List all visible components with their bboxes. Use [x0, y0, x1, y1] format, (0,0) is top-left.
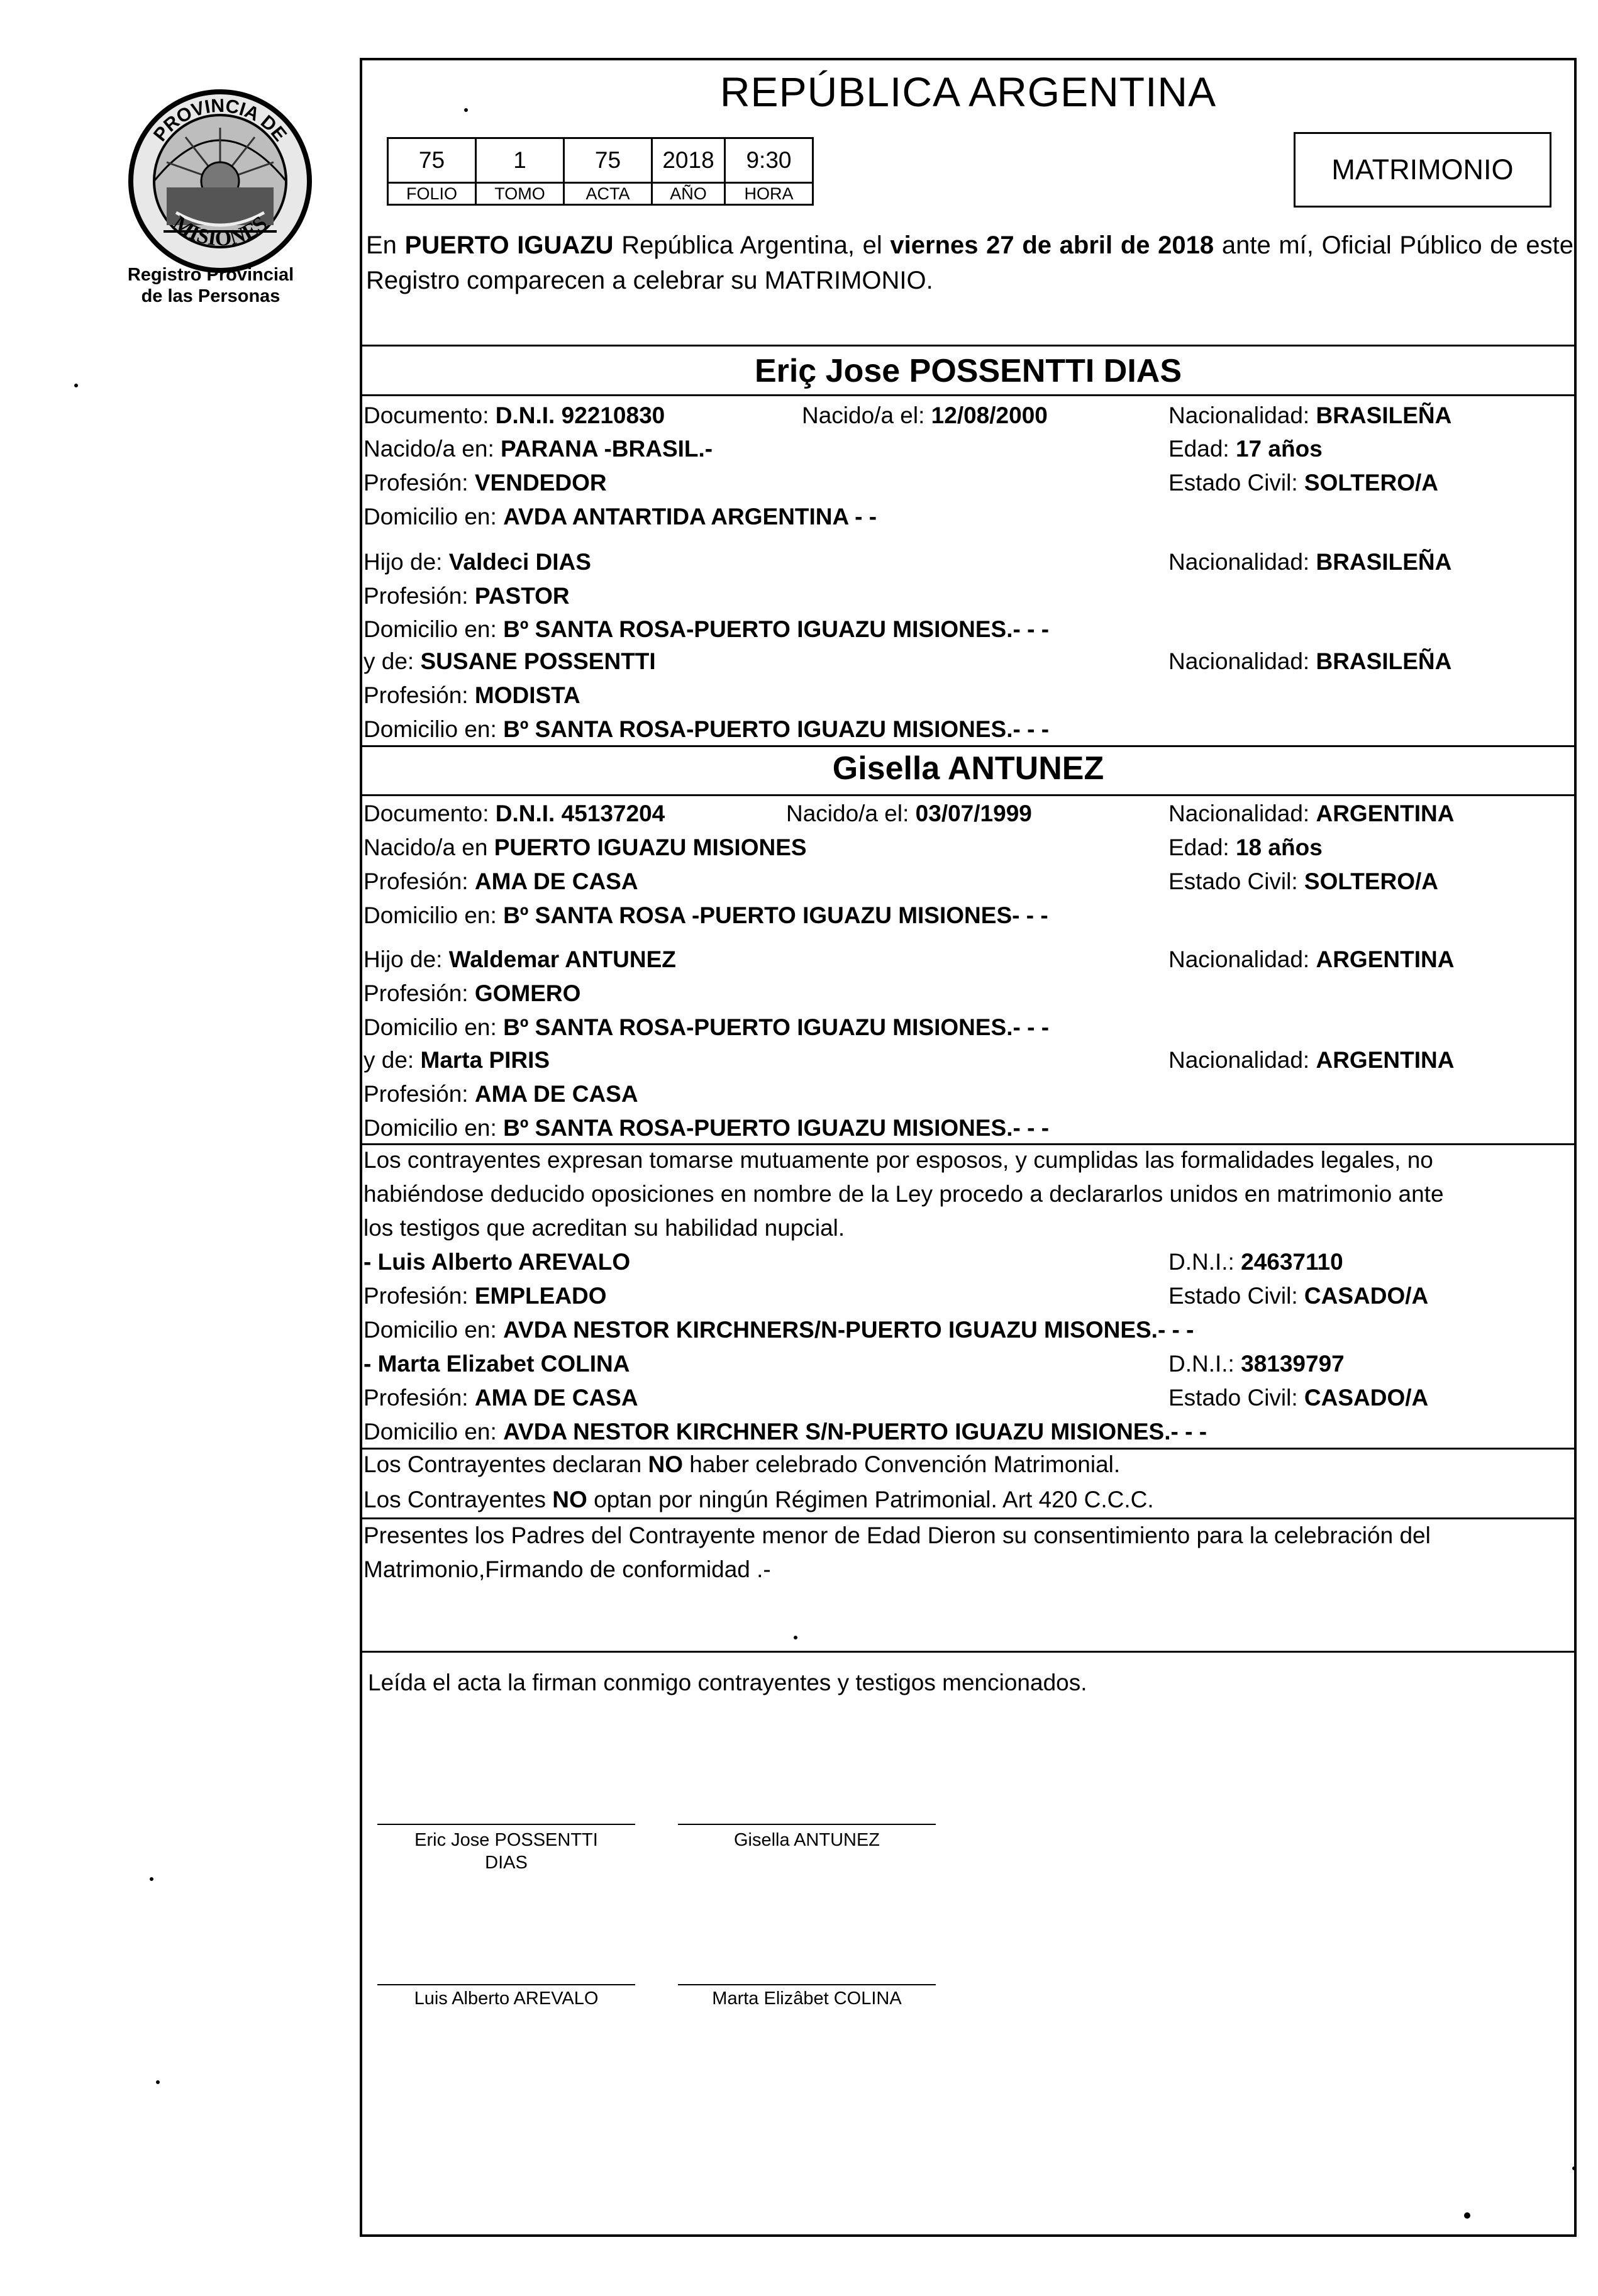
- witness1-profession: Profesión: EMPLEADO: [363, 1283, 607, 1309]
- hour-label: HORA: [725, 183, 813, 205]
- divider: [360, 1517, 1577, 1519]
- witness1-name: - Luis Alberto AREVALO: [363, 1249, 631, 1275]
- signature-bride: Gisella ANTUNEZ: [733, 1830, 880, 1850]
- witness2-dni: D.N.I.: 38139797: [1168, 1351, 1345, 1377]
- acta-label: ACTA: [564, 183, 652, 205]
- misiones-seal-logo: [126, 87, 314, 275]
- year-value: 2018: [652, 138, 725, 183]
- witness1-civil-status: Estado Civil: CASADO/A: [1168, 1283, 1429, 1309]
- groom-mother-address: Domicilio en: Bº SANTA ROSA-PUERTO IGUAZU MISIONES.- - -: [363, 716, 1050, 742]
- tomo-label: TOMO: [476, 183, 564, 205]
- groom-document: Documento: D.N.I. 92210830: [363, 402, 665, 428]
- signature-witness1: Luis Alberto AREVALO: [414, 1988, 599, 2009]
- groom-nationality: Nacionalidad: BRASILEÑA: [1168, 402, 1452, 428]
- scan-speck: [156, 2080, 160, 2084]
- bride-document: Documento: D.N.I. 45137204: [363, 801, 665, 826]
- groom-address: Domicilio en: AVDA ANTARTIDA ARGENTINA - -: [363, 504, 877, 530]
- intro-date: viernes 27 de abril de 2018: [890, 231, 1214, 259]
- bride-father: Hijo de: Waldemar ANTUNEZ: [363, 946, 676, 972]
- groom-birthplace: Nacido/a en: PARANA -BRASIL.-: [363, 436, 713, 462]
- bride-age: Edad: 18 años: [1168, 835, 1323, 860]
- bride-birthplace: Nacido/a en PUERTO IGUAZU MISIONES: [363, 835, 807, 860]
- bride-address: Domicilio en: Bº SANTA ROSA -PUERTO IGUAZU MISIONES- - -: [363, 902, 1048, 928]
- groom-mother-profession: Profesión: MODISTA: [363, 682, 580, 708]
- scan-speck: [150, 1877, 153, 1881]
- divider: [360, 794, 1577, 796]
- scan-speck: [1572, 2166, 1576, 2170]
- consent-line-1: Presentes los Padres del Contrayente menor de Edad Dieron su consentimiento para la celebración del: [363, 1522, 1431, 1548]
- groom-civil-status: Estado Civil: SOLTERO/A: [1168, 470, 1439, 496]
- groom-name: Eriç Jose POSSENTTI DIAS: [754, 353, 1182, 389]
- closing-statement: Leída el acta la firman conmigo contrayentes y testigos mencionados.: [368, 1670, 1087, 1695]
- convention-line-2: Los Contrayentes NO optan por ningún Régimen Patrimonial. Art 420 C.C.C.: [363, 1487, 1154, 1512]
- bride-mother-nationality: Nacionalidad: ARGENTINA: [1168, 1047, 1455, 1073]
- intro-text-1: En: [366, 231, 405, 259]
- witness2-profession: Profesión: AMA DE CASA: [363, 1385, 638, 1411]
- witness2-name: - Marta Elizabet COLINA: [363, 1351, 630, 1377]
- folio-value: 75: [388, 138, 476, 183]
- intro-text-3: ante mí, Oficial Público de este Registro comparecen a celebrar su MATRIMONIO.: [366, 231, 1574, 294]
- bride-profession: Profesión: AMA DE CASA: [363, 868, 638, 894]
- bride-father-nationality: Nacionalidad: ARGENTINA: [1168, 946, 1455, 972]
- groom-birthdate: Nacido/a el: 12/08/2000: [802, 402, 1048, 428]
- acta-value: 75: [564, 138, 652, 183]
- declaration-line-3: los testigos que acreditan su habilidad nupcial.: [363, 1215, 845, 1241]
- bride-mother-address: Domicilio en: Bº SANTA ROSA-PUERTO IGUAZU MISIONES.- - -: [363, 1115, 1050, 1141]
- intro-paragraph: [366, 228, 1573, 298]
- divider: [360, 345, 1577, 347]
- convention-line-1: Los Contrayentes declaran NO haber celebrado Convención Matrimonial.: [363, 1451, 1121, 1477]
- signature-groom-line1: Eric Jose POSSENTTI: [414, 1830, 598, 1850]
- groom-father: Hijo de: Valdeci DIAS: [363, 549, 591, 575]
- intro-text-2: República Argentina, el: [613, 231, 891, 259]
- intro-place: PUERTO IGUAZU: [404, 231, 614, 259]
- bride-mother: y de: Marta PIRIS: [363, 1047, 550, 1073]
- registry-label: [101, 264, 321, 307]
- divider: [360, 745, 1577, 747]
- record-type-box: MATRIMONIO: [1294, 132, 1551, 208]
- folio-label: FOLIO: [388, 183, 476, 205]
- declaration-line-1: Los contrayentes expresan tomarse mutuamente por esposos, y cumplidas las formalidades legales, no: [363, 1147, 1433, 1173]
- bride-father-address: Domicilio en: Bº SANTA ROSA-PUERTO IGUAZU MISIONES.- - -: [363, 1014, 1050, 1040]
- divider: [360, 1143, 1577, 1145]
- groom-profession: Profesión: VENDEDOR: [363, 470, 607, 496]
- groom-age: Edad: 17 años: [1168, 436, 1323, 462]
- signature-line-witness1: [377, 1984, 635, 1985]
- witness1-address: Domicilio en: AVDA NESTOR KIRCHNERS/N-PUERTO IGUAZU MISONES.- - -: [363, 1317, 1194, 1343]
- hour-value: 9:30: [725, 138, 813, 183]
- signature-witness2: Marta Elizâbet COLINA: [712, 1988, 902, 2009]
- bride-civil-status: Estado Civil: SOLTERO/A: [1168, 868, 1439, 894]
- scan-speck: [464, 108, 468, 112]
- signature-groom: [377, 1829, 635, 1874]
- groom-father-address: Domicilio en: Bº SANTA ROSA-PUERTO IGUAZU MISIONES.- - -: [363, 616, 1050, 642]
- signature-line-groom: [377, 1824, 635, 1825]
- year-label: AÑO: [652, 183, 725, 205]
- bride-name: Gisella ANTUNEZ: [832, 750, 1104, 787]
- declaration-line-2: habiéndose deducido oposiciones en nombre de la Ley procedo a declararlos unidos en matrimonio ante: [363, 1181, 1444, 1207]
- bride-nationality: Nacionalidad: ARGENTINA: [1168, 801, 1455, 826]
- signature-groom-line2: DIAS: [485, 1853, 528, 1873]
- bride-father-profession: Profesión: GOMERO: [363, 980, 581, 1006]
- witness2-civil-status: Estado Civil: CASADO/A: [1168, 1385, 1429, 1411]
- divider: [360, 1448, 1577, 1450]
- bride-mother-profession: Profesión: AMA DE CASA: [363, 1081, 638, 1107]
- consent-line-2: Matrimonio,Firmando de conformidad .-: [363, 1556, 771, 1582]
- groom-father-profession: Profesión: PASTOR: [363, 583, 570, 609]
- divider: [360, 1651, 1577, 1653]
- tomo-value: 1: [476, 138, 564, 183]
- record-table: [387, 137, 814, 206]
- seal-top-text: PROVINCIA DE: [149, 95, 291, 146]
- divider: [360, 394, 1577, 396]
- scan-speck: [74, 384, 78, 387]
- witness2-address: Domicilio en: AVDA NESTOR KIRCHNER S/N-PUERTO IGUAZU MISIONES.- - -: [363, 1419, 1207, 1445]
- groom-father-nationality: Nacionalidad: BRASILEÑA: [1168, 549, 1452, 575]
- scan-speck: [1464, 2212, 1470, 2219]
- scan-speck: [794, 1636, 797, 1639]
- groom-mother-nationality: Nacionalidad: BRASILEÑA: [1168, 648, 1452, 674]
- document-title: REPÚBLICA ARGENTINA: [719, 69, 1217, 115]
- seal-bottom-text: MISIONES: [168, 211, 272, 251]
- witness1-dni: D.N.I.: 24637110: [1168, 1249, 1343, 1275]
- registry-label-line2: de las Personas: [141, 286, 280, 306]
- groom-mother: y de: SUSANE POSSENTTI: [363, 648, 656, 674]
- bride-birthdate: Nacido/a el: 03/07/1999: [786, 801, 1032, 826]
- registry-label-line1: Registro Provincial: [127, 265, 294, 285]
- signature-line-witness2: [678, 1984, 936, 1985]
- signature-line-bride: [678, 1824, 936, 1825]
